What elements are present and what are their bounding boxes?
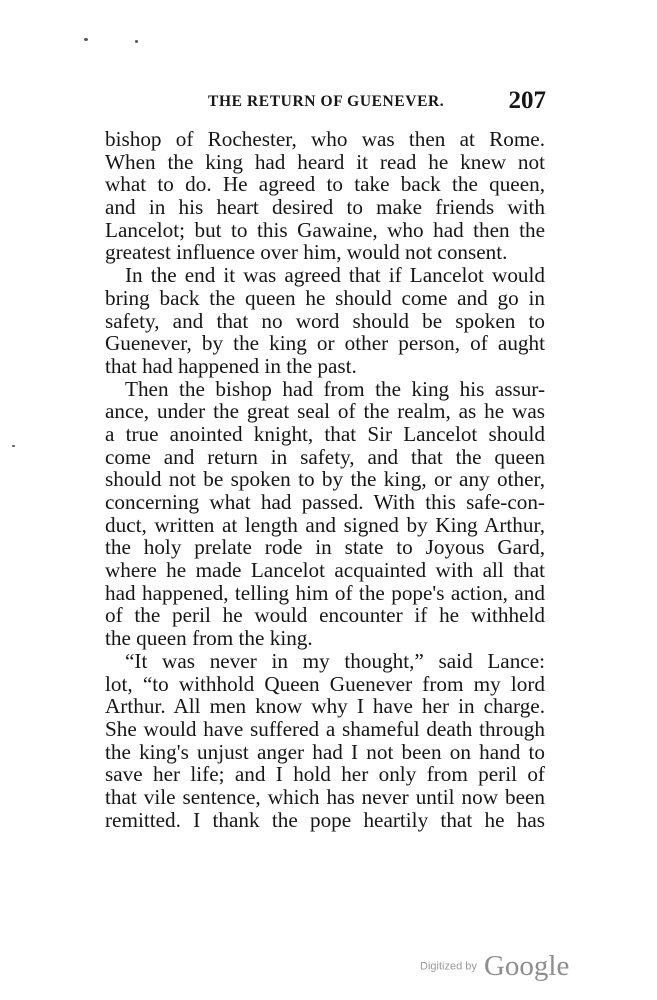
text-line: In the end it was agreed that if Lancelot would (125, 263, 545, 288)
body-text (105, 128, 545, 831)
text-line: “It was never in my thought,” said Lance: (125, 648, 545, 673)
text-line: lot, “to withhold Queen Guenever from my lord (105, 671, 545, 696)
text-line: what to do. He agreed to take back the queen, (105, 172, 545, 197)
text-line: remitted. I thank the pope heartily that he has (105, 807, 545, 832)
text-line: bishop of Rochester, who was then at Rome. (105, 127, 545, 151)
text-line: where he made Lancelot acquainted with all that (105, 558, 545, 583)
page-speck (84, 38, 88, 41)
text-line: Then the bishop had from the king his assur- (125, 376, 545, 401)
text-line: the king's unjust anger had I not been on hand to (105, 739, 545, 764)
google-logo: Google (483, 950, 570, 982)
text-line: save her life; and I hold her only from peril of (105, 762, 545, 787)
page-header (208, 87, 546, 121)
text-line: Lancelot; but to this Gawaine, who had then the (105, 217, 545, 242)
text-line: concerning what had passed. With this safe-con- (105, 490, 545, 514)
text-line: that vile sentence, which has never until now been (105, 784, 545, 809)
watermark-prefix: Digitized by (420, 960, 477, 973)
digitized-by-google-watermark (420, 950, 569, 983)
text-line: come and return in safety, and that the queen (105, 444, 545, 469)
running-title: THE RETURN OF GUENEVER. (208, 93, 445, 110)
text-line: ance, under the great seal of the realm, as he was (105, 399, 545, 424)
text-line: the holy prelate rode in state to Joyous Gard, (105, 535, 545, 560)
text-line: a true anointed knight, that Sir Lancelot should (105, 421, 545, 446)
page-speck (12, 445, 15, 447)
text-line: duct, written at length and signed by King Arthur, (105, 512, 545, 537)
text-line: Arthur. All men know why I have her in charge. (105, 694, 545, 719)
text-line: should not be spoken to by the king, or any other, (105, 467, 545, 492)
text-line: had happened, telling him of the pope's action, and (105, 580, 545, 605)
text-line: Guenever, by the king or other person, of aught (105, 331, 545, 356)
page-speck (135, 40, 138, 43)
text-line: safety, and that no word should be spoken to (105, 308, 545, 333)
text-line: greatest influence over him, would not consent. (105, 240, 508, 265)
text-line: She would have suffered a shameful death through (105, 716, 545, 741)
text-line: the queen from the king. (105, 626, 313, 651)
page-number: 207 (508, 87, 546, 114)
text-line: that had happened in the past. (105, 353, 357, 378)
text-line: and in his heart desired to make friends with (105, 195, 545, 220)
text-line: of the peril he would encounter if he withheld (105, 603, 545, 628)
text-line: When the king had heard it read he knew not (105, 149, 545, 174)
text-line: bring back the queen he should come and go in (105, 285, 545, 310)
